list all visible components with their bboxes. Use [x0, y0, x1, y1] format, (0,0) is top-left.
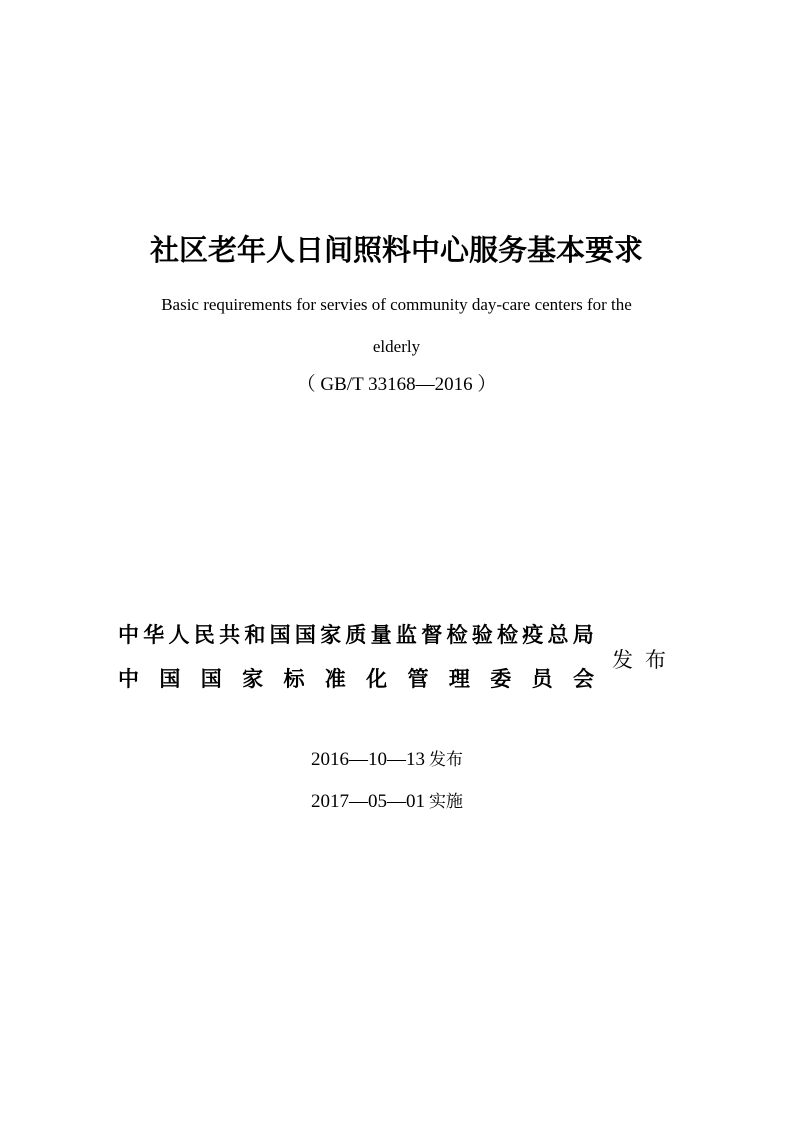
- issuer-char: 华: [143, 623, 165, 647]
- issuer-char: 检: [446, 623, 468, 647]
- issuer-char: 共: [219, 623, 241, 647]
- document-title-chinese: 社区老年人日间照料中心服务基本要求: [149, 233, 643, 267]
- issuer-aqsiq: [118, 620, 594, 650]
- issuer-char: 检: [496, 623, 518, 647]
- issuer-char: 量: [370, 623, 392, 647]
- issued-date-line: [311, 747, 463, 773]
- document-title-english-line-1: Basic requirements for servies of community day-care centers for the: [161, 295, 632, 314]
- issuer-char: 家: [242, 667, 264, 691]
- issuer-char: 化: [366, 667, 388, 691]
- issuer-char: 管: [407, 667, 429, 691]
- issuer-char: 理: [448, 667, 470, 691]
- issued-date: 2016—10—13: [311, 749, 425, 770]
- issuer-char: 会: [572, 667, 594, 691]
- issuer-char: 标: [283, 667, 305, 691]
- effective-date-line: [311, 789, 463, 815]
- standard-number: （ GB/T 33168—2016 ）: [296, 374, 497, 395]
- issuer-char: 民: [193, 623, 215, 647]
- issuer-char: 督: [421, 623, 443, 647]
- issuer-char: 国: [294, 623, 316, 647]
- issuing-authorities: [118, 620, 594, 708]
- issuer-char: 人: [168, 623, 190, 647]
- issuer-char: 验: [471, 623, 493, 647]
- issuer-char: 总: [547, 623, 569, 647]
- issuer-sac: [118, 664, 594, 694]
- issued-label: 发布: [429, 750, 463, 770]
- issuer-char: 委: [490, 667, 512, 691]
- effective-date: 2017—05—01: [311, 791, 425, 812]
- document-title-english-line-2: elderly: [372, 337, 421, 356]
- issuer-char: 中: [118, 623, 139, 647]
- issuer-char: 准: [324, 667, 346, 691]
- issuer-char: 疫: [522, 623, 544, 647]
- issuer-char: 质: [345, 623, 367, 647]
- issuer-char: 监: [395, 623, 417, 647]
- effective-label: 实施: [429, 792, 463, 812]
- issuer-char: 和: [244, 623, 266, 647]
- issuer-char: 中: [118, 667, 139, 691]
- issuer-char: 国: [269, 623, 291, 647]
- issuer-char: 局: [572, 623, 594, 647]
- issuer-char: 国: [159, 667, 181, 691]
- issuer-char: 家: [320, 623, 342, 647]
- issuer-char: 员: [531, 667, 553, 691]
- issuer-char: 国: [200, 667, 222, 691]
- publish-label: 发布: [612, 648, 678, 672]
